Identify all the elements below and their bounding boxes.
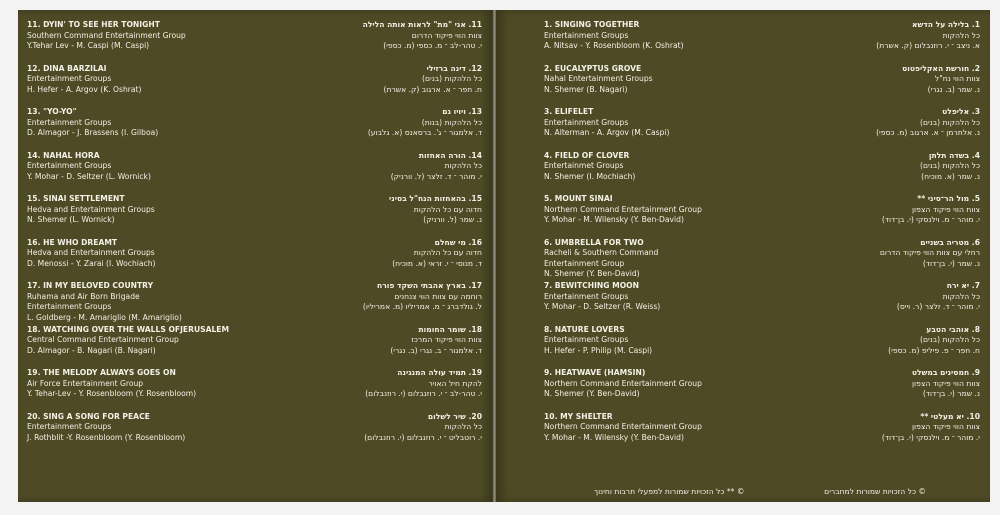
english-track-title: 18. WATCHING OVER THE WALLS OFJERUSALEM — [27, 324, 230, 334]
hebrew-credit-line: י. מוהר ־ מ. וילנסקי (י. בן־דוד) — [881, 215, 980, 225]
english-credit-line: Northern Command Entertainment Group — [544, 422, 702, 432]
hebrew-track-title: 13. ויויו גם — [442, 107, 482, 116]
hebrew-credit-line: כל הלהקות — [942, 30, 980, 40]
english-credit-line: D. Menossi - Y. Zarai (I. Wochiach) — [27, 258, 156, 268]
english-credit-line: Entertainmet Groups — [544, 161, 624, 171]
hebrew-credit-line: נ. שמר (י. בן־דוד) — [922, 389, 980, 399]
hebrew-credit-line: ח. חפר ־ פ. פיליפ (מ. כספי) — [888, 345, 980, 355]
hebrew-credit-line: ל. גולדברג ־ מ. אמריליו (מ. אמריליו) — [362, 302, 482, 312]
english-track-title: 10. MY SHELTER — [544, 411, 613, 421]
hebrew-credit-line: י. מוהר ־ ד. זלצר (ל. וורניק) — [390, 171, 482, 181]
english-credit-line: A. Nitsav - Y. Rosenbloom (K. Oshrat) — [544, 41, 684, 51]
english-credit-line: J. Rothblit -Y. Rosenbloom (Y. Rosenbloom) — [27, 432, 186, 442]
copyright-culture-education: © ** כל הזכויות שמורות למפעלי תרבות וחינוך — [594, 487, 745, 496]
track-entry — [544, 281, 980, 319]
hebrew-credits — [272, 368, 482, 400]
english-credit-line: Hedva and Entertainment Groups — [27, 204, 155, 214]
hebrew-credit-line: צוות הווי פיקוד הצפון — [911, 422, 980, 432]
english-credits — [27, 107, 252, 139]
hebrew-credit-line: י. מוהר ־ ד. זלצר (ר. וייס) — [896, 302, 980, 312]
hebrew-credits — [272, 151, 482, 183]
english-credit-line: Racheli & Southern Command — [544, 248, 659, 258]
english-credit-line: L. Goldberg - M. Amariglio (M. Amariglio) — [27, 312, 182, 322]
hebrew-credit-line: נ. אלתרמן ־ א. ארגוב (מ. כספי) — [876, 128, 980, 138]
hebrew-track-title: 3. אליפלט — [942, 107, 980, 116]
left-page — [18, 10, 493, 502]
hebrew-credits — [272, 107, 482, 139]
hebrew-credit-line: רוחמה עם צוות הווי צנחנים — [394, 291, 482, 301]
hebrew-credit-line: א. ניצב ־ י. רוזנבלום (ק. אשרת) — [876, 41, 980, 51]
english-credit-line: N. Shemer (B. Nagari) — [544, 84, 628, 94]
english-credit-line: Hedva and Entertainment Groups — [27, 248, 155, 258]
english-track-title: 4. FIELD OF CLOVER — [544, 150, 630, 160]
english-track-title: 7. BEWITCHING MOON — [544, 281, 639, 290]
english-track-title: 3. ELIFELET — [544, 107, 594, 116]
hebrew-credits — [770, 194, 980, 226]
track-entry — [544, 107, 980, 145]
english-credit-line: N. Shemer (Y. Ben-David) — [544, 389, 640, 399]
hebrew-track-title: 6. מטריה בשניים — [920, 237, 980, 247]
english-credits — [544, 368, 769, 400]
track-entry — [544, 194, 980, 232]
hebrew-credits — [272, 412, 482, 444]
english-credits — [544, 238, 769, 280]
english-credits — [27, 281, 252, 323]
hebrew-credit-line: כל הלהקות (בנים) — [920, 161, 980, 171]
english-credit-line: Entertainment Groups — [544, 117, 629, 127]
english-track-title: 2. EUCALYPTUS GROVE — [544, 63, 642, 73]
hebrew-credit-line: ח. חפר ־ א. ארגוב (ק. אשרת) — [383, 84, 482, 94]
hebrew-credits — [272, 64, 482, 96]
track-entry — [27, 194, 482, 232]
hebrew-credit-line: כל הלהקות (בנים) — [920, 117, 980, 127]
hebrew-track-title: 15. בהאחזות הנח"ל בסיני — [389, 194, 482, 203]
hebrew-credits — [272, 194, 482, 226]
english-track-title: 1. SINGING TOGETHER — [544, 20, 640, 29]
hebrew-track-title: 16. מי שחלם — [434, 237, 482, 247]
track-entry — [27, 325, 482, 363]
english-credit-line: Y. Mohar - D. Seltzer (R. Weiss) — [544, 302, 661, 312]
hebrew-credit-line: חדוה עם כל הלהקות — [413, 248, 482, 258]
track-entry — [544, 64, 980, 102]
hebrew-credit-line: י. טהר-לב ־ מ. כספי (מ. כספי) — [383, 41, 482, 51]
english-track-title: 13. "YO-YO" — [27, 107, 77, 116]
english-credits — [27, 194, 252, 226]
english-credit-line: Southern Command Entertainment Group — [27, 30, 186, 40]
track-entry — [27, 281, 482, 322]
copyright-authors: © כל הזכויות שמורות למחברים — [824, 487, 926, 496]
english-track-title: 11. DYIN' TO SEE HER TONIGHT — [27, 20, 160, 29]
english-credit-line: Entertainment Groups — [27, 302, 112, 312]
hebrew-credit-line: כל הלהקות (בנים) — [422, 74, 482, 84]
track-entry — [27, 368, 482, 406]
english-credit-line: Y. Mohar - M. Wilensky (Y. Ben-David) — [544, 432, 684, 442]
hebrew-track-title: 18. שומר החומות — [418, 324, 482, 334]
english-credit-line: D. Almagor - B. Nagari (B. Nagari) — [27, 345, 156, 355]
hebrew-credit-line: ד. מנוסי ־ י. זראי (א. מוכיח) — [392, 258, 482, 268]
english-credits — [27, 238, 252, 270]
hebrew-track-title: 12. דינה ברזילי — [426, 63, 482, 73]
track-entry — [27, 20, 482, 58]
english-credit-line: D. Almagor - J. Brassens (I. Gilboa) — [27, 128, 159, 138]
hebrew-track-title: 7. יא ירח — [946, 281, 980, 290]
english-credits — [27, 151, 252, 183]
hebrew-track-title: 14. הורה האחזות — [418, 150, 482, 160]
hebrew-credit-line: נ. שמר (א. מוכיח) — [921, 171, 980, 181]
hebrew-credit-line: נ. שמר (ב. נגרי) — [927, 84, 980, 94]
hebrew-credit-line: כל הלהקות (בנים) — [920, 335, 980, 345]
english-credits — [544, 20, 769, 52]
english-credit-line: Central Command Entertainment Group — [27, 335, 179, 345]
hebrew-track-title: 9. חמסינים במשלט — [911, 368, 980, 377]
hebrew-track-title: 10. יא מעלטי ** — [920, 411, 980, 421]
hebrew-track-title: 5. מול הר־סיני ** — [917, 194, 980, 203]
english-credit-line: Entertainment Groups — [27, 117, 112, 127]
english-credit-line: Ruhama and Air Born Brigade — [27, 291, 140, 301]
hebrew-credit-line: כל הלהקות — [444, 161, 482, 171]
track-entry — [544, 20, 980, 58]
english-track-title: 9. HEATWAVE (HAMSIN) — [544, 368, 646, 377]
hebrew-credits — [272, 281, 482, 313]
hebrew-credits — [770, 368, 980, 400]
english-credit-line: Entertainment Groups — [544, 291, 629, 301]
hebrew-credit-line: צוות הווי פיקוד הדרום — [411, 30, 482, 40]
hebrew-credit-line: נ. שמר (י. בן־דוד) — [922, 258, 980, 268]
hebrew-credit-line: צוות הווי פיקוד הצפון — [911, 378, 980, 388]
hebrew-credit-line: צוות הווי פיקוד הצפון — [911, 204, 980, 214]
hebrew-credits — [770, 281, 980, 313]
track-entry — [544, 325, 980, 363]
english-credit-line: N. Shemer (L. Wornick) — [27, 215, 115, 225]
hebrew-track-title: 19. תמיד עולה המנגינה — [397, 368, 482, 377]
english-credits — [544, 412, 769, 444]
track-entry — [544, 237, 980, 279]
english-credits — [27, 64, 252, 96]
english-credits — [544, 194, 769, 226]
hebrew-credit-line: חדוה עם כל הלהקות — [413, 204, 482, 214]
hebrew-credit-line: כל הלהקות — [444, 422, 482, 432]
english-credits — [544, 107, 769, 139]
english-track-title: 15. SINAI SETTLEMENT — [27, 194, 125, 203]
english-credit-line: Y. Tehar-Lev - Y. Rosenbloom (Y. Rosenbloom) — [27, 389, 197, 399]
english-credits — [27, 325, 252, 357]
hebrew-credits — [770, 20, 980, 52]
hebrew-credit-line: י. רוטבליט ־ י. רוזנבלום (י. רוזנבלום) — [364, 432, 482, 442]
hebrew-credit-line: להקת חיל האויר — [428, 378, 482, 388]
english-credits — [27, 412, 252, 444]
english-credit-line: Y. Mohar - D. Seltzer (L. Wornick) — [27, 171, 151, 181]
hebrew-track-title: 4. בשדה תלתן — [928, 150, 980, 160]
track-entry — [544, 368, 980, 406]
english-credit-line: Nahal Entertainment Groups — [544, 74, 653, 84]
hebrew-credit-line: י. טהר-לב ־ י. רוזנבלום (י. רוזנבלום) — [365, 389, 482, 399]
english-credit-line: Entertainment Groups — [27, 161, 112, 171]
hebrew-track-title: 17. בארץ אהבתי השקד פורח — [376, 281, 482, 290]
hebrew-credits — [272, 238, 482, 270]
hebrew-track-title: 11. אני "מת" לראות אותה הלילה — [362, 20, 482, 29]
hebrew-credit-line: רחלי עם צוות הווי פיקוד הדרום — [879, 248, 980, 258]
english-credit-line: N. Alterman - A. Argov (M. Caspi) — [544, 128, 670, 138]
hebrew-track-title: 2. חורשת האקליפטוס — [902, 63, 980, 73]
hebrew-credits — [770, 64, 980, 96]
hebrew-track-title: 1. בלילה על הדשא — [911, 20, 980, 29]
english-credit-line: Air Force Entertainment Group — [27, 378, 144, 388]
english-credits — [544, 151, 769, 183]
english-track-title: 8. NATURE LOVERS — [544, 324, 625, 334]
hebrew-credits — [272, 20, 482, 52]
hebrew-credits — [770, 325, 980, 357]
english-credit-line: Northern Command Entertainment Group — [544, 378, 702, 388]
hebrew-credit-line: ד. אלמגור ־ ב. נגרי (ב. נגרי) — [390, 345, 482, 355]
hebrew-credits — [770, 238, 980, 270]
track-entry — [27, 107, 482, 145]
english-credit-line: H. Hefer - A. Argov (K. Oshrat) — [27, 84, 142, 94]
english-credit-line: Entertainment Groups — [27, 422, 112, 432]
english-track-title: 20. SING A SONG FOR PEACE — [27, 411, 150, 421]
track-entry — [27, 238, 482, 276]
english-credit-line: N. Shemer (I. Mochiach) — [544, 171, 636, 181]
track-entry — [27, 412, 482, 450]
english-credit-line: Y. Mohar - M. Wilensky (Y. Ben-David) — [544, 215, 684, 225]
hebrew-credits — [770, 412, 980, 444]
track-entry — [27, 64, 482, 102]
track-entry — [544, 151, 980, 189]
english-track-title: 6. UMBRELLA FOR TWO — [544, 237, 644, 247]
english-credits — [27, 20, 252, 52]
hebrew-credit-line: ד. אלמגור ־ ג'. ברסאנס (א. גלבוע) — [367, 128, 482, 138]
english-credits — [544, 281, 769, 313]
hebrew-credit-line: צוות הווי פיקוד המרכז — [411, 335, 482, 345]
english-credit-line: Northern Command Entertainment Group — [544, 204, 702, 214]
english-track-title: 5. MOUNT SINAI — [544, 194, 613, 203]
hebrew-credit-line: כל הלהקות (בנות) — [421, 117, 482, 127]
english-credits — [544, 325, 769, 357]
english-credit-line: Entertainment Groups — [544, 30, 629, 40]
hebrew-credits — [770, 107, 980, 139]
english-track-title: 14. NAHAL HORA — [27, 150, 100, 160]
english-credit-line: Entertainment Groups — [544, 335, 629, 345]
english-credits — [544, 64, 769, 96]
hebrew-credit-line: נ. שמר (ל. וורניק) — [423, 215, 482, 225]
track-entry — [27, 151, 482, 189]
english-credit-line: H. Hefer - P. Philip (M. Caspi) — [544, 345, 653, 355]
english-credits — [27, 368, 252, 400]
english-credit-line: Entertainment Group — [544, 258, 625, 268]
track-entry — [544, 412, 980, 450]
hebrew-credit-line: י. מוהר ־ מ. וילנסקי (י. בן־דוד) — [881, 432, 980, 442]
hebrew-track-title: 20. שיר לשלום — [427, 411, 482, 421]
english-track-title: 16. HE WHO DREAMT — [27, 237, 118, 247]
english-credit-line: Entertainment Groups — [27, 74, 112, 84]
right-page — [496, 10, 990, 502]
hebrew-credit-line: כל הלהקות — [942, 291, 980, 301]
english-track-title: 12. DINA BARZILAI — [27, 63, 107, 73]
english-credit-line: Y.Tehar Lev - M. Caspi (M. Caspi) — [27, 41, 150, 51]
hebrew-credits — [272, 325, 482, 357]
hebrew-credit-line: צוות הווי נח"ל — [934, 74, 980, 84]
english-track-title: 19. THE MELODY ALWAYS GOES ON — [27, 368, 176, 377]
hebrew-track-title: 8. אוהבי הטבע — [926, 324, 980, 334]
english-track-title: 17. IN MY BELOVED COUNTRY — [27, 281, 154, 290]
english-credit-line: N. Shemer (Y. Ben-David) — [544, 269, 640, 279]
hebrew-credits — [770, 151, 980, 183]
